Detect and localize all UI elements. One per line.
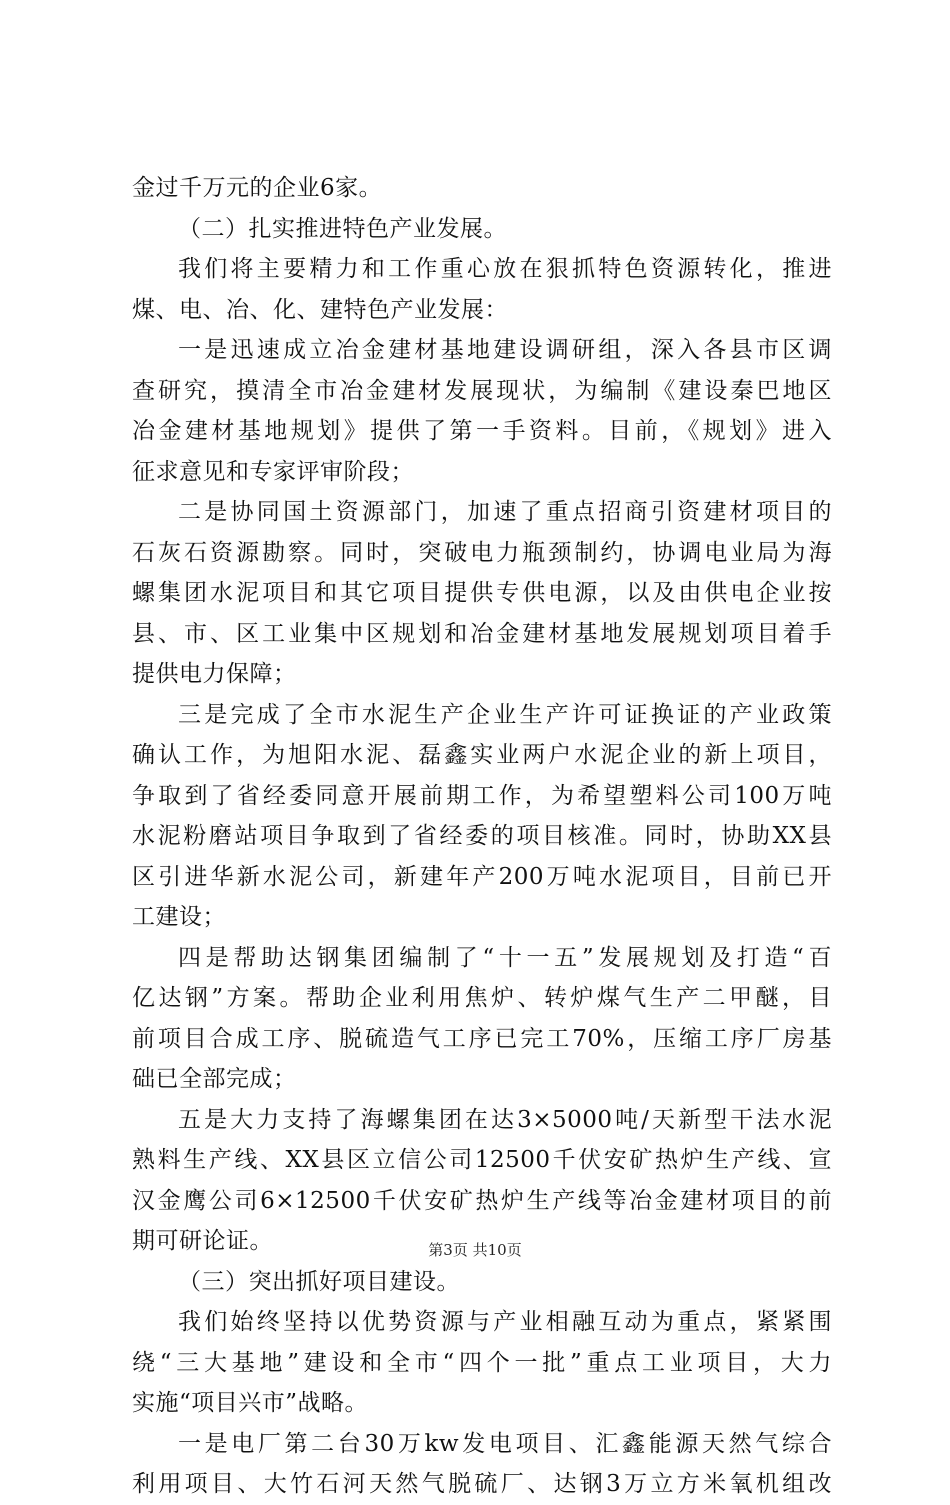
text-line: 冶金建材基地规划》提供了第一手资料。目前，《规划》进入 bbox=[132, 418, 832, 444]
text-line: 熟料生产线、XX县区立信公司12500千伏安矿热炉生产线、宣 bbox=[132, 1147, 832, 1173]
page-footer: 第3页 共10页 bbox=[428, 1241, 522, 1259]
text-line: 工建设； bbox=[132, 904, 226, 930]
text-line: 利用项目、大竹石河天然气脱硫厂、达钢3万立方米氧机组改 bbox=[132, 1471, 832, 1497]
text-line: 亿达钢”方案。帮助企业利用焦炉、转炉煤气生产二甲醚，目 bbox=[132, 985, 832, 1011]
text-line: 础已全部完成； bbox=[132, 1066, 297, 1092]
document-body bbox=[132, 168, 832, 1505]
text-line: 我们始终坚持以优势资源与产业相融互动为重点，紧紧围 bbox=[178, 1309, 832, 1335]
text-line: 一是迅速成立冶金建材基地建设调研组，深入各县市区调 bbox=[178, 337, 832, 363]
text-line: 查研究，摸清全市冶金建材发展现状，为编制《建设秦巴地区 bbox=[132, 377, 832, 404]
text-line: 水泥粉磨站项目争取到了省经委的项目核准。同时，协助XX县 bbox=[132, 823, 832, 849]
text-line: 三是完成了全市水泥生产企业生产许可证换证的产业政策 bbox=[178, 701, 832, 728]
text-line: （二）扎实推进特色产业发展。 bbox=[178, 215, 507, 242]
text-line: 我们将主要精力和工作重心放在狠抓特色资源转化，推进 bbox=[178, 256, 832, 282]
text-line: 金过千万元的企业6家。 bbox=[132, 175, 383, 201]
text-line: 期可研论证。 bbox=[132, 1228, 273, 1254]
text-line: 二是协同国土资源部门，加速了重点招商引资建材项目的 bbox=[178, 499, 832, 525]
text-line: 螺集团水泥项目和其它项目提供专供电源，以及由供电企业按 bbox=[132, 580, 832, 606]
text-line: （三）突出抓好项目建设。 bbox=[178, 1268, 460, 1295]
text-line: 区引进华新水泥公司，新建年产200万吨水泥项目，目前已开 bbox=[132, 863, 832, 890]
text-line: 提供电力保障； bbox=[132, 661, 297, 687]
text-line: 县、市、区工业集中区规划和冶金建材基地发展规划项目着手 bbox=[132, 620, 832, 647]
text-line: 征求意见和专家评审阶段； bbox=[132, 458, 414, 485]
text-line: 实施“项目兴市”战略。 bbox=[132, 1390, 369, 1416]
text-line: 确认工作，为旭阳水泥、磊鑫实业两户水泥企业的新上项目， bbox=[132, 742, 832, 768]
text-line: 绕“三大基地”建设和全市“四个一批”重点工业项目，大力 bbox=[132, 1349, 832, 1376]
text-line: 四是帮助达钢集团编制了“十一五”发展规划及打造“百 bbox=[178, 944, 832, 971]
text-line: 煤、电、冶、化、建特色产业发展： bbox=[132, 296, 508, 323]
text-line: 五是大力支持了海螺集团在达3×5000吨/天新型干法水泥 bbox=[178, 1106, 832, 1133]
text-line: 石灰石资源勘察。同时，突破电力瓶颈制约，协调电业局为海 bbox=[132, 539, 832, 566]
text-line: 前项目合成工序、脱硫造气工序已完工70%，压缩工序厂房基 bbox=[132, 1025, 832, 1052]
text-line: 一是电厂第二台30万kw发电项目、汇鑫能源天然气综合 bbox=[178, 1430, 832, 1457]
text-line: 汉金鹰公司6×12500千伏安矿热炉生产线等冶金建材项目的前 bbox=[132, 1187, 832, 1214]
text-line: 争取到了省经委同意开展前期工作，为希望塑料公司100万吨 bbox=[132, 782, 832, 809]
